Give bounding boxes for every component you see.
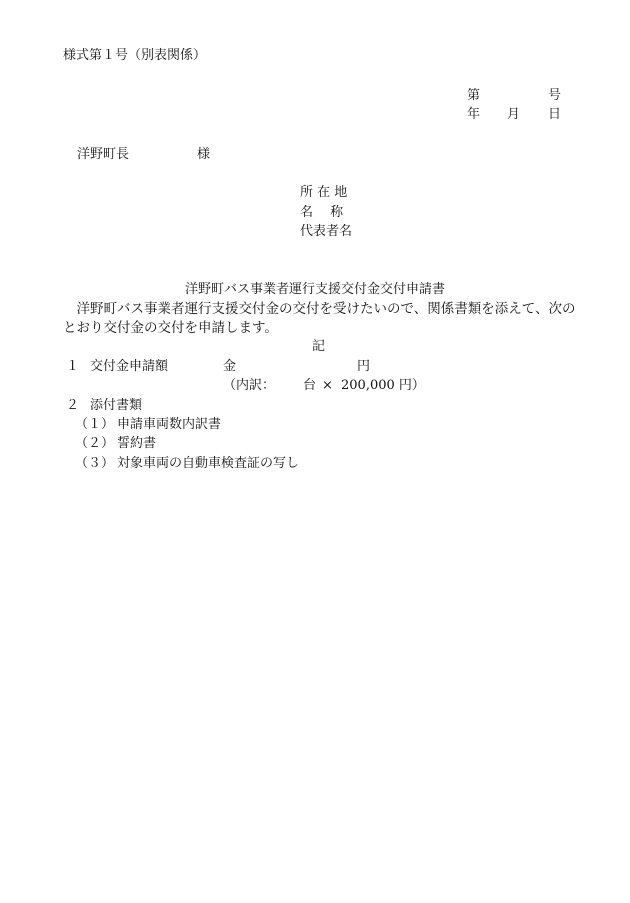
applicant-representative-label: 代表者名 (300, 224, 353, 239)
breakdown-unit: 台 (303, 378, 317, 393)
breakdown-amount: 200,000 円） (341, 378, 425, 393)
date-day: 日 (548, 107, 562, 122)
date-year: 年 (467, 107, 481, 122)
addressee: 洋野町長 (77, 147, 130, 162)
doc-number-dai: 第 (467, 88, 481, 103)
item2-label: 添付書類 (90, 398, 143, 413)
applicant-address-label: 所 在 地 (300, 185, 348, 200)
form-number: 様式第１号（別表関係） (63, 48, 207, 63)
applicant-name-label: 名 称 (300, 205, 344, 220)
doc-number-go: 号 (548, 88, 562, 103)
date-month: 月 (507, 107, 521, 122)
item1-yen: 円 (357, 359, 371, 374)
attachment-1-text: 申請車両数内訳書 (117, 417, 222, 432)
addressee-honorific: 様 (197, 147, 211, 162)
breakdown-open: （内訳： (223, 378, 276, 393)
attachment-2-number: （２） (75, 436, 115, 451)
item1-kin: 金 (223, 359, 237, 374)
attachment-3-number: （３） (75, 456, 115, 471)
document-title: 洋野町バス事業者運行支援交付金交付申請書 (185, 282, 446, 297)
item2-number: ２ (66, 398, 80, 413)
item1-label: 交付金申請額 (90, 359, 169, 374)
ki-heading: 記 (312, 339, 326, 354)
attachment-2-text: 誓約書 (117, 436, 157, 451)
attachment-3-text: 対象車両の自動車検査証の写し (117, 456, 300, 471)
item1-number: １ (66, 359, 80, 374)
body-line-1: 洋野町バス事業者運行支援交付金の交付を受けたいので、関係書類を添えて、次の (63, 301, 576, 317)
breakdown-times: × (322, 378, 333, 393)
body-line-2: とおり交付金の交付を申請します。 (63, 320, 278, 336)
attachment-1-number: （１） (75, 417, 115, 432)
